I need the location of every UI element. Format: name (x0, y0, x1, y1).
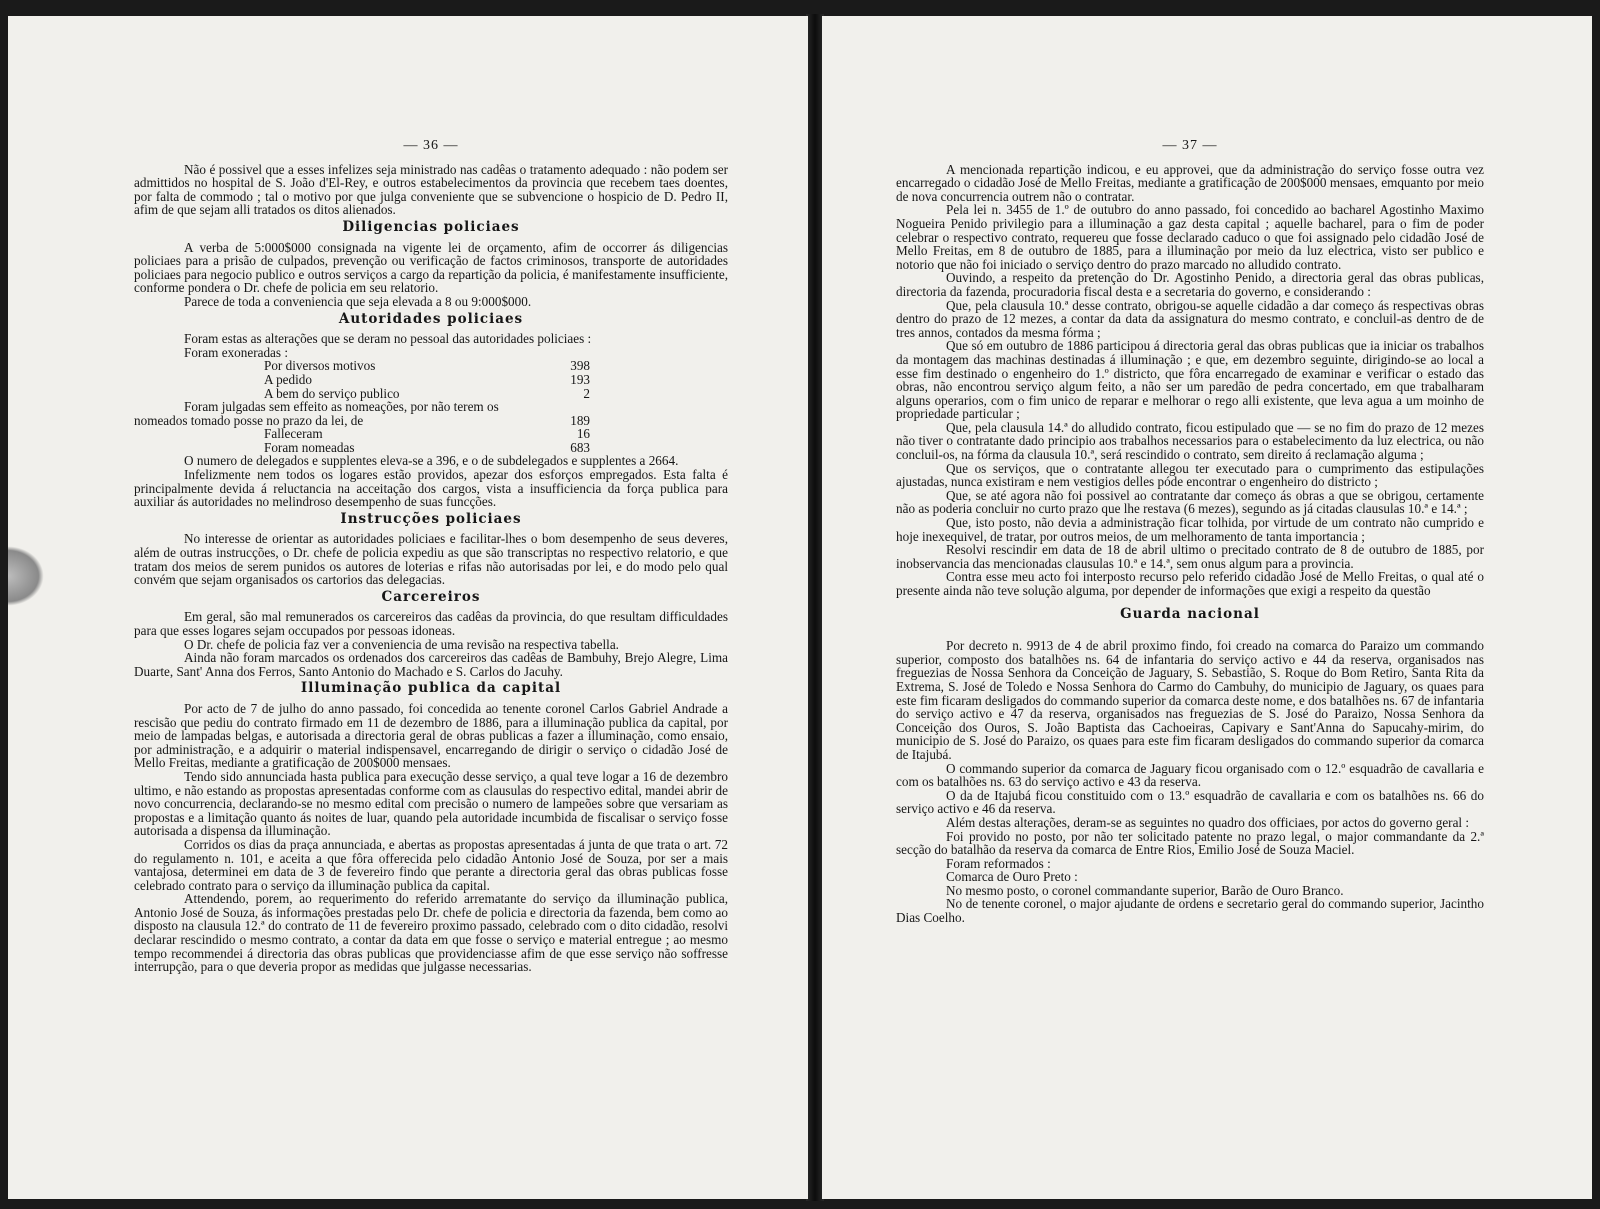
list-value: 193 (570, 371, 590, 387)
list-label: nomeados tomado posse no prazo da lei, de (134, 412, 364, 428)
list-value: 398 (570, 358, 590, 374)
section-heading: Instrucções policiaes (340, 510, 522, 527)
other-list (134, 427, 728, 454)
paragraph: Que os serviços, que o contratante allegou ter executado para o cumprimento das estipulações ajustadas, nunca existiram e nem vestigios delles póde encontrar o engenheiro do districto ; (896, 460, 1484, 490)
list-label: Falleceram (264, 426, 323, 442)
paragraph: O Dr. chefe de policia faz ver a conveniencia de uma revisão na respectiva tabella. (184, 636, 619, 652)
left-page (8, 16, 808, 1199)
paragraph: O commando superior da comarca de Jaguary ficou organisado com o 12.º esquadrão de cavallaria e com os batalhões ns. 63 do serviço activo e 43 da reserva. (896, 760, 1484, 790)
torn-edge (8, 546, 44, 606)
paragraph: Em geral, são mal remunerados os carcereiros das cadêas da provincia, do que resultam difficuldades para que esses logares sejam occupados por pessoas idoneas. (134, 609, 728, 638)
paragraph: Foram estas as alterações que se deram no pessoal das autoridades policiaes : (184, 331, 592, 347)
paragraph: Attendendo, porem, ao requerimento do referido arrematante do serviço da illuminação publica, Antonio José de Souza, ás informações prestadas pelo Dr. chefe de policia e directoria da fazenda, bem como ao disposto na clausula 12.ª do contrato de 11 de fevereiro proximo passado, celebrado com o dito cidadão, resolvi declarar rescindido o mesmo contrato, a contar da data em que fosse o serviço e material entregue ; ao mesmo tempo recommendei á directoria das obras publicas que providenciasse afim de que esse serviço não soffresse interrupção, para o que deveria propor as medidas que julgasse necessarias. (134, 891, 728, 975)
paragraph: Ouvindo, a respeito da pretenção do Dr. Agostinho Penido, a directoria geral das obras publicas, directoria da fazenda, procuradoria fiscal desta e a secretaria do governo, e considerando : (896, 270, 1484, 299)
list-value: 189 (570, 412, 590, 428)
paragraph: Corridos os dias da praça annunciada, e abertas as propostas apresentadas á junta de que trata o art. 72 do regulamento n. 101, e aceita a que fôra offerecida pelo cidadão Antonio José de Souza, por ser a mais vantajosa, determinei em data de 3 de fevereiro findo que perante a directoria geral das obras publicas fosse celebrado contrato para o serviço da illuminação publica da capital. (134, 836, 728, 893)
paragraph: Que só em outubro de 1886 participou á directoria geral das obras publicas que ia iniciar os trabalhos da montagem das machinas destinadas á illuminação ; e que, em dezembro seguinte, dirigindo-se ao local a esse fim destinado o engenheiro do 1.º districto, que fôra encarregado de examinar e verificar o estado das obras, não encontrou serviço algum feito, a não ser um paredão de pedra concertado, em que trabalharam alguns operarios, com o fim unico de reparar e melhorar o rego alli existente, que leva agua a um moinho de propriedade particular ; (896, 338, 1484, 422)
list-item (134, 373, 728, 387)
paragraph: No mesmo posto, o coronel commandante superior, Barão de Ouro Branco. (946, 882, 1344, 898)
paragraph: Foram julgadas sem effeito as nomeações, por não terem os (184, 399, 499, 415)
list-item (134, 414, 728, 428)
paragraph: Foi provido no posto, por não ter solicitado patente no prazo legal, o major commandante da 2.ª secção do batalhão da reserva da comarca de Entre Rios, Emilio José de Souza Maciel. (896, 828, 1484, 858)
list-value: 683 (570, 439, 590, 455)
section-heading: Guarda nacional (1120, 605, 1260, 622)
paragraph: Resolvi rescindir em data de 18 de abril ultimo o precitado contrato de 8 de outubro de 1885, por inobservancia das mencionadas clausulas 10.ª e 14.ª, sem onus algum para a provincia. (896, 542, 1484, 571)
paragraph: Tendo sido annunciada hasta publica para execução desse serviço, a qual teve logar a 16 de dezembro ultimo, e não estando as propostas apresentadas conforme com as clausulas do respectivo edital, mandei abrir de novo concurrencia, declarando-se no mesmo edital com precisão o numero de lampeões sobre que versariam as propostas e a limitação quanto ás noites de luar, quando pela autoridade incumbida de fiscalisar o serviço fosse autorisada a dispensa da illuminação. (134, 768, 728, 839)
paragraph: Foram exoneradas : (184, 344, 288, 360)
paragraph: Que, pela clausula 14.ª do alludido contrato, ficou estipulado que — se no fim do prazo de 12 mezes não tiver o contratante dado principio aos trabalhos necessarios para o estabelecimento da luz electrica, ou não concluil-os, na fórma da clausula 10.ª, será rescindido o contrato, sem direito á reclamação alguma ; (896, 419, 1484, 463)
section-heading: Diligencias policiaes (342, 218, 520, 235)
paragraph: Comarca de Ouro Preto : (946, 869, 1078, 885)
right-page (822, 16, 1592, 1199)
paragraph: Ainda não foram marcados os ordenados dos carcereiros das cadêas de Bambuhy, Brejo Alegre, Lima Duarte, Sant' Anna dos Ferros, Santo Antonio do Machado e S. Carlos do Jacuhy. (134, 650, 728, 679)
paragraph: Infelizmente nem todos os logares estão providos, apezar dos esforços empregados. Esta falta é principalmente devida á reluctancia na acceitação dos cargos, vista a insufficiencia da força publica para auxiliar ás autoridades no melindroso desempenho de suas funcções. (134, 467, 728, 510)
paragraph: Que, se até agora não foi possivel ao contratante dar começo ás obras a que se obrigou, certamente não as poderia concluir no curto prazo que lhe restava (6 mezes), segundo as já citadas clausulas 10.ª e 14.ª ; (896, 487, 1484, 517)
paragraph: O numero de delegados e supplentes eleva-se a 396, e o de subdelegados e supplentes a 2664. (184, 453, 679, 469)
paragraph: Por acto de 7 de julho do anno passado, foi concedida ao tenente coronel Carlos Gabriel Andrade a rescisão que pediu do contrato firmado em 11 de dezembro de 1886, para a illuminação publica da capital, por meio de lampadas belgas, e autorisada a directoria geral de obras publicas a fazer a illuminação, como ensaio, por administração, e a adquirir o material indispensavel, encarregando de dirigir o serviço o cidadão José de Mello Freitas, mediante a gratificação de 200$000 mensaes. (134, 700, 728, 771)
paragraph: Não é possivel que a esses infelizes seja ministrado nas cadêas o tratamento adequado : não podem ser admittidos no hospital de S. João d'El-Rey, e outros estabelecimentos da provincia que recebem taes doentes, por falta de commodo ; tal o motivo por que julga conveniente que se subvencione o hospicio de D. Pedro II, afim de que sejam alli tratados os ditos alienados. (134, 161, 728, 218)
list-label: Foram nomeadas (264, 439, 355, 455)
page-number: — 36 — (403, 138, 459, 153)
list-value: 16 (576, 426, 590, 442)
section-heading: Autoridades policiaes (338, 310, 524, 327)
paragraph: No de tenente coronel, o major ajudante de ordens e secretario geral do commando superior, Jacintho Dias Coelho. (896, 896, 1484, 926)
paragraph: Que, isto posto, não devia a administração ficar tolhida, por virtude de um contrato não cumprido e hoje inexequivel, de tratar, por outros meios, de um melhoramento de tanta importancia ; (896, 515, 1484, 544)
paragraph: Por decreto n. 9913 de 4 de abril proximo findo, foi creado na comarca do Paraizo um commando superior, composto dos batalhões ns. 64 de infantaria do serviço activo e 44 da reserva, organisados nas freguezias de Nossa Senhora da Conceição de Jaguary, S. Sebastião, S. Roque do Bom Retiro, Santa Rita da Extrema, S. José de Toledo e Nossa Senhora do Carmo do Cambuhy, do municipio de Jaguary, os quaes para este fim ficaram desligados do commando superior da comarca deste nome, e dos batalhões ns. 67 de infantaria do serviço activo e 47 da reserva, organisados nas freguezias de S. José do Paraizo, Nossa Senhora da Conceição dos Ouros, S. João Baptista das Cachoeiras, Capivary e Sant'Anna do Sapucahy-mirim, do municipio de S. José do Paraizo, os quaes para este fim ficaram desligados do commando superior da comarca de Itajubá. (896, 638, 1484, 762)
list-item (134, 359, 728, 373)
list-label: A bem do serviço publico (264, 385, 400, 401)
paragraph: A mencionada repartição indicou, e eu approvei, que da administração do serviço fosse outra vez encarregado o cidadão José de Mello Freitas, mediante a gratificação de 200$000 mensaes, emquanto por meio de nova concurrencia outrem não o contratar. (896, 161, 1484, 204)
list-label: Por diversos motivos (264, 358, 376, 374)
list-item (134, 427, 728, 441)
paragraph: A verba de 5:000$000 consignada na vigente lei de orçamento, afim de occorrer ás diligencias policiaes para a prisão de culpados, prevenção ou verificação de factos criminosos, transporte de autoridades policiaes para negocio publico e outros serviços a cargo da repartição da policia, é manifestamente insufficiente, conforme pondera o Dr. chefe de policia em seu relatorio. (134, 239, 728, 296)
paragraph: Parece de toda a conveniencia que seja elevada a 8 ou 9:000$000. (184, 293, 532, 309)
paragraph: Foram reformados : (946, 855, 1051, 871)
paragraph: Pela lei n. 3455 de 1.º de outubro do anno passado, foi concedido ao bacharel Agostinho Maximo Nogueira Penido privilegio para a illuminação a gaz desta capital ; aquelle bacharel, para o fim de poder celebrar o respectivo contrato, requereu que fosse declarado caduco o que foi assignado pelo cidadão José de Mello Freitas, em 8 de outubro de 1885, para a illuminação por meio da luz electrica, visto ser publico e notorio que não foi iniciado o serviço dentro do prazo marcado no alludido contrato. (896, 202, 1484, 272)
page-number: — 37 — (1162, 138, 1218, 153)
list-item (134, 387, 728, 401)
paragraph: Além destas alterações, deram-se as seguintes no quadro dos officiaes, por actos do governo geral : (946, 814, 1470, 830)
paragraph: O da de Itajubá ficou constituido com o 13.º esquadrão de cavallaria e com os batalhões ns. 66 do serviço activo e 46 da reserva. (896, 787, 1484, 817)
paragraph: No interesse de orientar as autoridades policiaes e facilitar-lhes o bom desempenho de seus deveres, além de outras instrucções, o Dr. chefe de policia expediu as que são transcriptas no respectivo relatorio, e que tratam dos meios de serem punidos os autores de loterias e rifas não autorisadas por lei, e do modo pelo qual convém que sejam organisados os cartorios das delegacias. (134, 531, 728, 588)
list-item (134, 441, 728, 455)
paragraph: Contra esse meu acto foi interposto recurso pelo referido cidadão José de Mello Freitas, o qual até o presente ainda não teve solução alguma, por depender de informações que exigi a respeito da questão (896, 569, 1484, 598)
section-heading: Carcereiros (381, 588, 481, 605)
left-page-content (134, 139, 728, 974)
exoneration-list (134, 359, 728, 400)
list-label: A pedido (264, 371, 312, 387)
paragraph: Que, pela clausula 10.ª desse contrato, obrigou-se aquelle cidadão a dar começo ás respectivas obras dentro do prazo de 12 mezes, a contar da data da assignatura do mesmo contrato, e concluil-as dentro de de tres annos, contados da mesma fórma ; (896, 297, 1484, 340)
right-page-content (896, 139, 1484, 925)
section-heading: Illuminação publica da capital (300, 680, 562, 697)
list-value: 2 (583, 385, 590, 401)
